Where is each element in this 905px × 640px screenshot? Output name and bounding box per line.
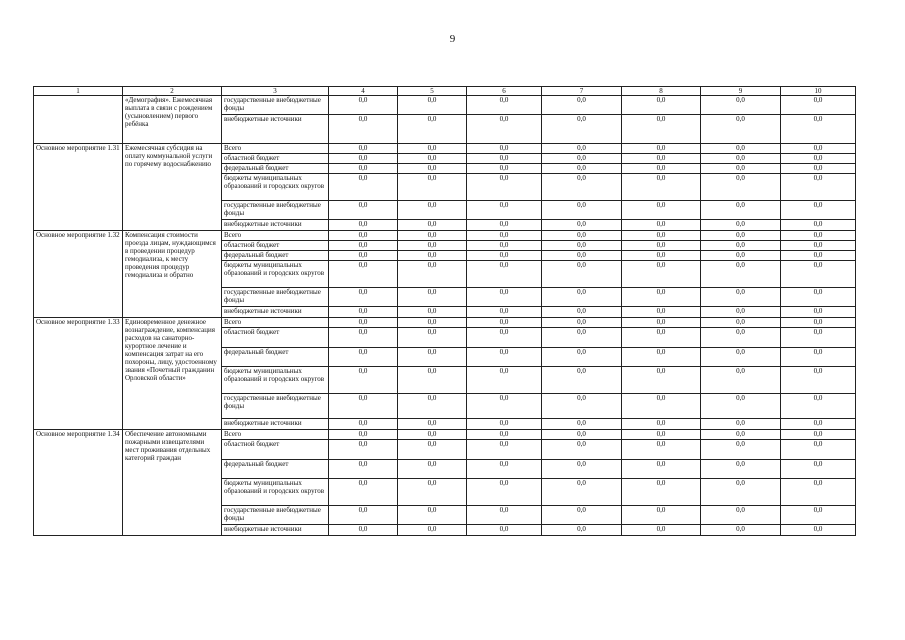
activity-description: Обеспечение автономными пожарными извещателями мест проживания отдельных категорий граждан	[123, 430, 222, 536]
table-row	[34, 430, 856, 440]
value-cell: 0,0	[542, 419, 622, 430]
value-cell: 0,0	[542, 261, 622, 288]
value-cell: 0,0	[781, 367, 856, 394]
value-cell: 0,0	[329, 394, 398, 419]
table-row	[34, 144, 856, 154]
value-cell: 0,0	[622, 231, 701, 241]
value-cell: 0,0	[398, 479, 467, 506]
activity-code	[34, 96, 123, 144]
value-cell: 0,0	[701, 144, 781, 154]
funding-source: бюджеты муниципальных образований и городских округов	[222, 479, 329, 506]
funding-source: государственные внебюджетные фонды	[222, 288, 329, 307]
value-cell: 0,0	[329, 288, 398, 307]
value-cell: 0,0	[781, 440, 856, 460]
value-cell: 0,0	[701, 328, 781, 348]
value-cell: 0,0	[329, 174, 398, 201]
value-cell: 0,0	[622, 394, 701, 419]
column-number-2: 2	[123, 87, 222, 96]
value-cell: 0,0	[542, 154, 622, 164]
value-cell: 0,0	[701, 174, 781, 201]
funding-source: государственные внебюджетные фонды	[222, 201, 329, 220]
value-cell: 0,0	[329, 419, 398, 430]
value-cell: 0,0	[329, 440, 398, 460]
value-cell: 0,0	[398, 115, 467, 144]
value-cell: 0,0	[398, 164, 467, 174]
value-cell: 0,0	[329, 525, 398, 536]
value-cell: 0,0	[467, 174, 542, 201]
activity-code: Основное мероприятие 1.32	[34, 231, 123, 318]
value-cell: 0,0	[398, 506, 467, 525]
value-cell: 0,0	[467, 328, 542, 348]
activity-description: «Демография». Ежемесячная выплата в связи с рождением (усыновлением) первого ребёнка	[123, 96, 222, 144]
value-cell: 0,0	[701, 348, 781, 367]
value-cell: 0,0	[622, 318, 701, 328]
value-cell: 0,0	[467, 201, 542, 220]
value-cell: 0,0	[329, 220, 398, 231]
value-cell: 0,0	[329, 241, 398, 251]
value-cell: 0,0	[542, 348, 622, 367]
value-cell: 0,0	[622, 174, 701, 201]
value-cell: 0,0	[622, 220, 701, 231]
value-cell: 0,0	[622, 328, 701, 348]
funding-source: Всего	[222, 430, 329, 440]
funding-source: государственные внебюджетные фонды	[222, 394, 329, 419]
column-number-7: 7	[542, 87, 622, 96]
value-cell: 0,0	[398, 440, 467, 460]
table-row	[34, 318, 856, 328]
value-cell: 0,0	[398, 348, 467, 367]
value-cell: 0,0	[329, 348, 398, 367]
column-number-5: 5	[398, 87, 467, 96]
value-cell: 0,0	[398, 307, 467, 318]
value-cell: 0,0	[398, 261, 467, 288]
value-cell: 0,0	[398, 367, 467, 394]
value-cell: 0,0	[701, 231, 781, 241]
value-cell: 0,0	[622, 288, 701, 307]
value-cell: 0,0	[781, 261, 856, 288]
value-cell: 0,0	[622, 419, 701, 430]
value-cell: 0,0	[542, 144, 622, 154]
funding-source: областной бюджет	[222, 154, 329, 164]
activity-code: Основное мероприятие 1.34	[34, 430, 123, 536]
value-cell: 0,0	[329, 115, 398, 144]
value-cell: 0,0	[542, 440, 622, 460]
value-cell: 0,0	[398, 525, 467, 536]
table-row	[34, 96, 856, 115]
value-cell: 0,0	[781, 460, 856, 479]
value-cell: 0,0	[701, 318, 781, 328]
value-cell: 0,0	[542, 367, 622, 394]
funding-source: федеральный бюджет	[222, 164, 329, 174]
value-cell: 0,0	[467, 261, 542, 288]
value-cell: 0,0	[781, 525, 856, 536]
value-cell: 0,0	[329, 367, 398, 394]
value-cell: 0,0	[329, 318, 398, 328]
value-cell: 0,0	[701, 261, 781, 288]
value-cell: 0,0	[781, 164, 856, 174]
value-cell: 0,0	[398, 220, 467, 231]
value-cell: 0,0	[467, 154, 542, 164]
value-cell: 0,0	[398, 231, 467, 241]
value-cell: 0,0	[542, 525, 622, 536]
value-cell: 0,0	[781, 241, 856, 251]
activity-code: Основное мероприятие 1.31	[34, 144, 123, 231]
value-cell: 0,0	[398, 419, 467, 430]
funding-source: Всего	[222, 318, 329, 328]
value-cell: 0,0	[781, 318, 856, 328]
value-cell: 0,0	[329, 307, 398, 318]
value-cell: 0,0	[398, 318, 467, 328]
activity-description: Компенсация стоимости проезда лицам, нуждающимся в проведении процедур гемодиализа, к месту проведения процедур гемодиализа и обратно	[123, 231, 222, 318]
funding-source: внебюджетные источники	[222, 307, 329, 318]
funding-source: внебюджетные источники	[222, 220, 329, 231]
value-cell: 0,0	[781, 328, 856, 348]
value-cell: 0,0	[622, 144, 701, 154]
page-number: 9	[449, 33, 456, 45]
activity-description: Ежемесячная субсидия на оплату коммунальной услуги по горячему водоснабжению	[123, 144, 222, 231]
value-cell: 0,0	[622, 307, 701, 318]
value-cell: 0,0	[398, 201, 467, 220]
value-cell: 0,0	[622, 460, 701, 479]
value-cell: 0,0	[701, 460, 781, 479]
value-cell: 0,0	[467, 231, 542, 241]
value-cell: 0,0	[542, 506, 622, 525]
value-cell: 0,0	[622, 241, 701, 251]
value-cell: 0,0	[622, 164, 701, 174]
funding-source: областной бюджет	[222, 328, 329, 348]
value-cell: 0,0	[781, 419, 856, 430]
value-cell: 0,0	[329, 154, 398, 164]
funding-source: федеральный бюджет	[222, 251, 329, 261]
value-cell: 0,0	[398, 96, 467, 115]
value-cell: 0,0	[398, 394, 467, 419]
value-cell: 0,0	[467, 307, 542, 318]
value-cell: 0,0	[542, 479, 622, 506]
value-cell: 0,0	[781, 144, 856, 154]
funding-source: областной бюджет	[222, 241, 329, 251]
value-cell: 0,0	[398, 251, 467, 261]
table-header-row	[34, 87, 856, 96]
value-cell: 0,0	[398, 328, 467, 348]
value-cell: 0,0	[701, 506, 781, 525]
value-cell: 0,0	[781, 220, 856, 231]
value-cell: 0,0	[622, 440, 701, 460]
value-cell: 0,0	[467, 479, 542, 506]
value-cell: 0,0	[542, 251, 622, 261]
value-cell: 0,0	[467, 506, 542, 525]
value-cell: 0,0	[701, 288, 781, 307]
value-cell: 0,0	[467, 419, 542, 430]
value-cell: 0,0	[622, 96, 701, 115]
value-cell: 0,0	[781, 96, 856, 115]
value-cell: 0,0	[542, 394, 622, 419]
funding-source: Всего	[222, 231, 329, 241]
value-cell: 0,0	[467, 318, 542, 328]
value-cell: 0,0	[781, 231, 856, 241]
funding-source: областной бюджет	[222, 440, 329, 460]
column-number-9: 9	[701, 87, 781, 96]
value-cell: 0,0	[781, 154, 856, 164]
value-cell: 0,0	[467, 164, 542, 174]
value-cell: 0,0	[781, 174, 856, 201]
value-cell: 0,0	[622, 367, 701, 394]
value-cell: 0,0	[701, 525, 781, 536]
table-row	[34, 231, 856, 241]
value-cell: 0,0	[701, 440, 781, 460]
value-cell: 0,0	[467, 394, 542, 419]
value-cell: 0,0	[701, 430, 781, 440]
value-cell: 0,0	[701, 154, 781, 164]
value-cell: 0,0	[622, 261, 701, 288]
value-cell: 0,0	[781, 288, 856, 307]
value-cell: 0,0	[398, 288, 467, 307]
value-cell: 0,0	[542, 231, 622, 241]
activity-code: Основное мероприятие 1.33	[34, 318, 123, 430]
value-cell: 0,0	[781, 506, 856, 525]
value-cell: 0,0	[622, 348, 701, 367]
value-cell: 0,0	[701, 164, 781, 174]
funding-source: федеральный бюджет	[222, 460, 329, 479]
column-number-8: 8	[622, 87, 701, 96]
value-cell: 0,0	[329, 251, 398, 261]
value-cell: 0,0	[542, 318, 622, 328]
value-cell: 0,0	[622, 115, 701, 144]
value-cell: 0,0	[622, 251, 701, 261]
column-number-6: 6	[467, 87, 542, 96]
value-cell: 0,0	[329, 506, 398, 525]
funding-source: государственные внебюджетные фонды	[222, 96, 329, 115]
value-cell: 0,0	[467, 288, 542, 307]
value-cell: 0,0	[701, 241, 781, 251]
value-cell: 0,0	[781, 201, 856, 220]
value-cell: 0,0	[781, 115, 856, 144]
value-cell: 0,0	[329, 144, 398, 154]
value-cell: 0,0	[398, 460, 467, 479]
value-cell: 0,0	[781, 479, 856, 506]
funding-source: бюджеты муниципальных образований и городских округов	[222, 261, 329, 288]
funding-source: государственные внебюджетные фонды	[222, 506, 329, 525]
value-cell: 0,0	[542, 164, 622, 174]
value-cell: 0,0	[329, 201, 398, 220]
value-cell: 0,0	[622, 201, 701, 220]
column-number-4: 4	[329, 87, 398, 96]
value-cell: 0,0	[622, 479, 701, 506]
value-cell: 0,0	[701, 307, 781, 318]
column-number-1: 1	[34, 87, 123, 96]
value-cell: 0,0	[781, 430, 856, 440]
funding-source: внебюджетные источники	[222, 525, 329, 536]
value-cell: 0,0	[701, 394, 781, 419]
activity-description: Единовременное денежное вознаграждение, компенсация расходов на санаторно-курортное лечение и компенсация затрат на его похороны, лицу, удостоенному звания «Почетный гражданин Орловской области»	[123, 318, 222, 430]
value-cell: 0,0	[781, 251, 856, 261]
value-cell: 0,0	[701, 479, 781, 506]
value-cell: 0,0	[701, 367, 781, 394]
funding-source: федеральный бюджет	[222, 348, 329, 367]
column-number-3: 3	[222, 87, 329, 96]
value-cell: 0,0	[329, 328, 398, 348]
funding-source: бюджеты муниципальных образований и городских округов	[222, 174, 329, 201]
value-cell: 0,0	[467, 525, 542, 536]
value-cell: 0,0	[467, 144, 542, 154]
value-cell: 0,0	[329, 460, 398, 479]
value-cell: 0,0	[542, 241, 622, 251]
value-cell: 0,0	[542, 174, 622, 201]
value-cell: 0,0	[781, 348, 856, 367]
funding-source: внебюджетные источники	[222, 419, 329, 430]
value-cell: 0,0	[398, 174, 467, 201]
value-cell: 0,0	[542, 307, 622, 318]
column-number-10: 10	[781, 87, 856, 96]
value-cell: 0,0	[542, 201, 622, 220]
value-cell: 0,0	[467, 220, 542, 231]
value-cell: 0,0	[701, 220, 781, 231]
value-cell: 0,0	[467, 367, 542, 394]
value-cell: 0,0	[542, 115, 622, 144]
value-cell: 0,0	[622, 525, 701, 536]
value-cell: 0,0	[467, 96, 542, 115]
value-cell: 0,0	[701, 115, 781, 144]
budget-table	[33, 86, 856, 536]
value-cell: 0,0	[622, 430, 701, 440]
value-cell: 0,0	[398, 430, 467, 440]
value-cell: 0,0	[542, 288, 622, 307]
value-cell: 0,0	[467, 440, 542, 460]
table-body	[34, 87, 856, 536]
value-cell: 0,0	[701, 251, 781, 261]
value-cell: 0,0	[329, 164, 398, 174]
value-cell: 0,0	[467, 430, 542, 440]
value-cell: 0,0	[398, 154, 467, 164]
value-cell: 0,0	[701, 201, 781, 220]
value-cell: 0,0	[329, 430, 398, 440]
value-cell: 0,0	[467, 251, 542, 261]
funding-source: бюджеты муниципальных образований и городских округов	[222, 367, 329, 394]
funding-source: внебюджетные источники	[222, 115, 329, 144]
value-cell: 0,0	[467, 115, 542, 144]
value-cell: 0,0	[781, 394, 856, 419]
value-cell: 0,0	[542, 96, 622, 115]
funding-source: Всего	[222, 144, 329, 154]
value-cell: 0,0	[542, 460, 622, 479]
value-cell: 0,0	[329, 231, 398, 241]
value-cell: 0,0	[542, 328, 622, 348]
value-cell: 0,0	[467, 241, 542, 251]
value-cell: 0,0	[542, 430, 622, 440]
value-cell: 0,0	[701, 419, 781, 430]
value-cell: 0,0	[398, 144, 467, 154]
value-cell: 0,0	[398, 241, 467, 251]
value-cell: 0,0	[467, 348, 542, 367]
value-cell: 0,0	[329, 96, 398, 115]
value-cell: 0,0	[701, 96, 781, 115]
value-cell: 0,0	[329, 479, 398, 506]
value-cell: 0,0	[781, 307, 856, 318]
value-cell: 0,0	[467, 460, 542, 479]
value-cell: 0,0	[622, 154, 701, 164]
value-cell: 0,0	[542, 220, 622, 231]
value-cell: 0,0	[329, 261, 398, 288]
value-cell: 0,0	[622, 506, 701, 525]
